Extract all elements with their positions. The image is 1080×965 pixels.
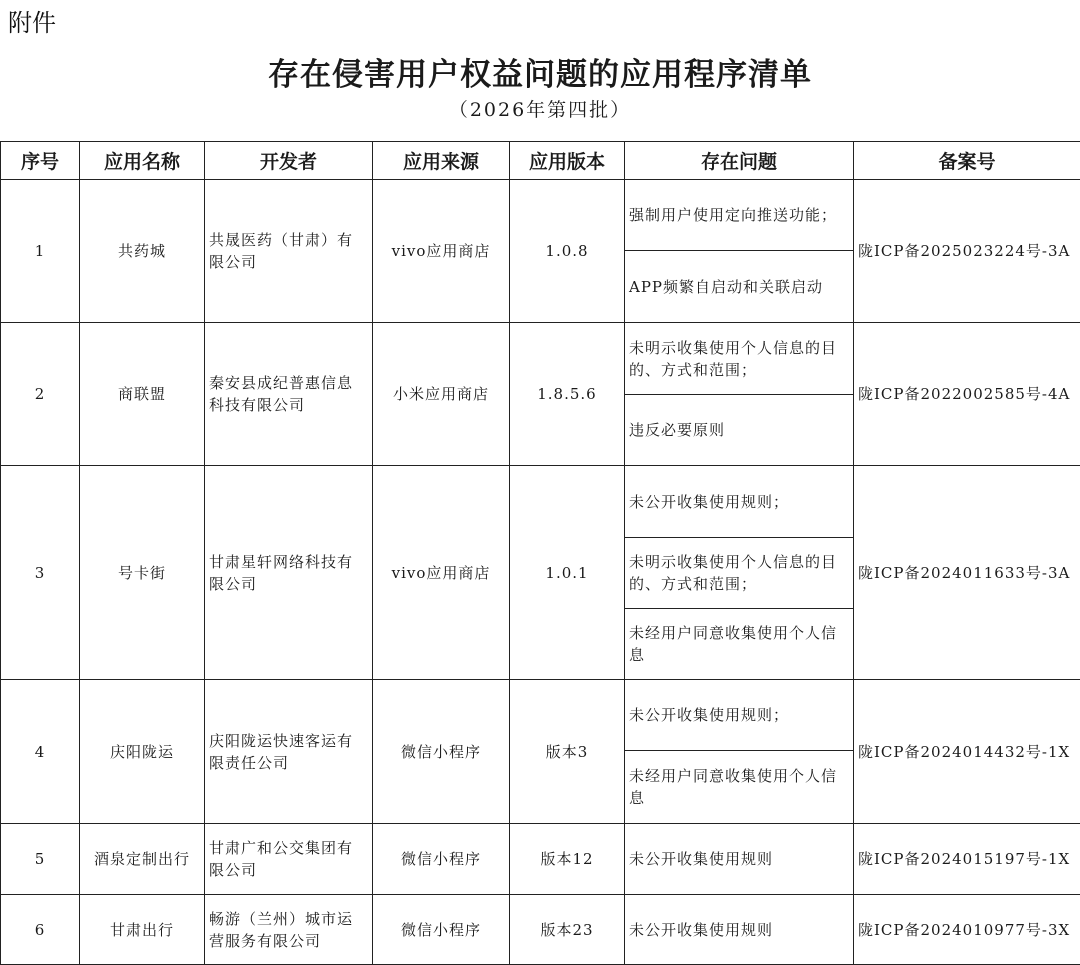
cell-app-name: 庆阳陇运 [80, 680, 205, 824]
header-source: 应用来源 [373, 142, 510, 180]
cell-issue: 未公开收集使用规则 [625, 895, 854, 965]
cell-version: 1.8.5.6 [510, 323, 625, 466]
header-app-name: 应用名称 [80, 142, 205, 180]
cell-issue: 未明示收集使用个人信息的目的、方式和范围； [625, 538, 854, 609]
cell-source: vivo应用商店 [373, 180, 510, 323]
cell-source: vivo应用商店 [373, 466, 510, 680]
cell-app-name: 共药城 [80, 180, 205, 323]
cell-app-name: 酒泉定制出行 [80, 824, 205, 895]
cell-no: 2 [1, 323, 80, 466]
cell-developer: 甘肃星轩网络科技有限公司 [205, 466, 373, 680]
cell-app-name: 甘肃出行 [80, 895, 205, 965]
cell-no: 6 [1, 895, 80, 965]
attachment-label: 附件 [8, 9, 56, 37]
cell-version: 1.0.8 [510, 180, 625, 323]
cell-developer: 畅游（兰州）城市运营服务有限公司 [205, 895, 373, 965]
header-issues: 存在问题 [625, 142, 854, 180]
table-row [1, 824, 1080, 895]
cell-issue: 未公开收集使用规则； [625, 680, 854, 751]
cell-no: 5 [1, 824, 80, 895]
cell-issue: APP频繁自启动和关联启动 [625, 251, 854, 323]
header-record: 备案号 [854, 142, 1080, 180]
cell-no: 4 [1, 680, 80, 824]
table-row [1, 323, 1080, 395]
cell-app-name: 商联盟 [80, 323, 205, 466]
cell-version: 版本12 [510, 824, 625, 895]
cell-app-name: 号卡街 [80, 466, 205, 680]
cell-version: 版本23 [510, 895, 625, 965]
cell-record: 陇ICP备2024011633号-3A [854, 466, 1080, 680]
cell-developer: 甘肃广和公交集团有限公司 [205, 824, 373, 895]
cell-record: 陇ICP备2024015197号-1X [854, 824, 1080, 895]
cell-issue: 未公开收集使用规则 [625, 824, 854, 895]
cell-issue: 未明示收集使用个人信息的目的、方式和范围； [625, 323, 854, 395]
cell-version: 版本3 [510, 680, 625, 824]
cell-source: 微信小程序 [373, 680, 510, 824]
cell-issue: 违反必要原则 [625, 395, 854, 466]
table-row [1, 680, 1080, 751]
cell-no: 1 [1, 180, 80, 323]
cell-no: 3 [1, 466, 80, 680]
cell-record: 陇ICP备2024010977号-3X [854, 895, 1080, 965]
page-title: 存在侵害用户权益问题的应用程序清单 [268, 57, 812, 93]
table-row [1, 466, 1080, 538]
page-subtitle: （2026年第四批） [448, 99, 632, 121]
table-row [1, 895, 1080, 965]
header-developer: 开发者 [205, 142, 373, 180]
cell-issue: 未经用户同意收集使用个人信息 [625, 751, 854, 824]
header-no: 序号 [1, 142, 80, 180]
cell-developer: 秦安县成纪普惠信息科技有限公司 [205, 323, 373, 466]
header-version: 应用版本 [510, 142, 625, 180]
table-header-row [1, 142, 1080, 180]
cell-record: 陇ICP备2022002585号-4A [854, 323, 1080, 466]
cell-issue: 未经用户同意收集使用个人信息 [625, 609, 854, 680]
cell-issue: 未公开收集使用规则； [625, 466, 854, 538]
cell-source: 微信小程序 [373, 895, 510, 965]
cell-record: 陇ICP备2024014432号-1X [854, 680, 1080, 824]
cell-issue: 强制用户使用定向推送功能； [625, 180, 854, 251]
cell-developer: 庆阳陇运快速客运有限责任公司 [205, 680, 373, 824]
cell-record: 陇ICP备2025023224号-3A [854, 180, 1080, 323]
app-list-table [0, 141, 1080, 965]
cell-source: 小米应用商店 [373, 323, 510, 466]
cell-version: 1.0.1 [510, 466, 625, 680]
table-row [1, 180, 1080, 251]
cell-source: 微信小程序 [373, 824, 510, 895]
cell-developer: 共晟医药（甘肃）有限公司 [205, 180, 373, 323]
